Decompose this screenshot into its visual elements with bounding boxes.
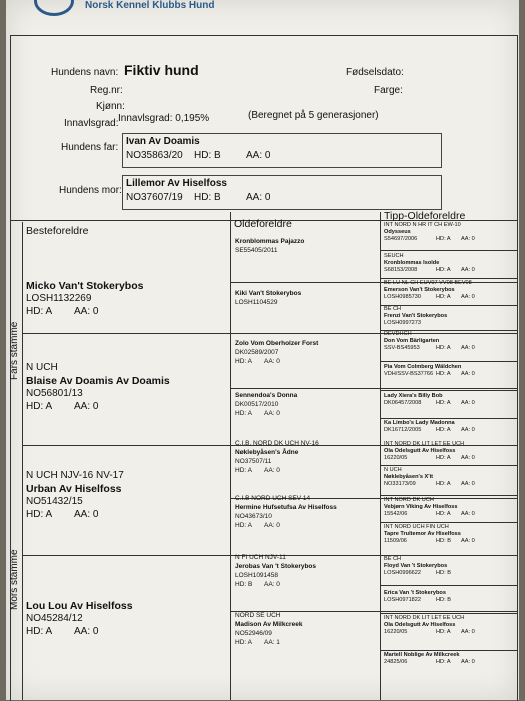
great-grandparent-title: NORD SE UCH — [235, 612, 281, 619]
great-great-grandparent-name: Tapre Trultemor Av Hiselfoss — [384, 531, 461, 537]
grid-line — [22, 222, 23, 700]
great-great-grandparent-hd: HD: A — [436, 659, 451, 665]
great-great-grandparent-reg: NO33173/09 — [384, 481, 416, 487]
great-great-grandparent-reg: DK06457/2008 — [384, 400, 422, 406]
grandparent-name: Urban Av Hiselfoss — [26, 483, 122, 495]
father-aa: AA: 0 — [246, 150, 271, 161]
mother-hd: HD: B — [194, 192, 221, 203]
inbreeding-label: Innavlsgrad: — [64, 118, 119, 129]
father-side-label: Fars stamme — [9, 321, 20, 380]
great-great-grandparent-hd: HD: A — [436, 345, 451, 351]
great-grandparent-title: N FI UCH NJV-11 — [235, 554, 286, 561]
great-grandparent-reg: LOSH1091458 — [235, 572, 279, 579]
great-great-grandparent-aa: AA: 0 — [461, 629, 475, 635]
header-bar — [6, 0, 519, 30]
great-great-grandparent-reg: 16220/05 — [384, 455, 408, 461]
mother-side-label: Mors stamme — [9, 549, 20, 610]
great-grandparent-title: C.I.B. NORD DK UCH NV-16 — [235, 440, 319, 447]
grandparent-hd: HD: A — [26, 626, 53, 637]
grid-line — [230, 212, 231, 700]
great-grandparent-reg: DK00517/2010 — [235, 401, 279, 408]
great-grandparent-hd: HD: A — [235, 410, 252, 417]
great-great-grandparent-aa: AA: 0 — [461, 267, 475, 273]
great-great-grandparent-hd: HD: A — [436, 481, 451, 487]
great-grandparent-aa: AA: 0 — [264, 522, 280, 529]
great-great-grandparent-aa: AA: 0 — [461, 371, 475, 377]
great-great-grandparent-reg: LOSH0997273 — [384, 320, 422, 326]
mother-label: Hundens mor: — [59, 185, 122, 196]
great-grandparent-title: C.I.B NORD UCH SEV-14 — [235, 495, 311, 502]
great-great-grandparent-hd: HD: A — [436, 511, 451, 517]
kjonn-label: Kjønn: — [96, 101, 125, 112]
great-grandparent-reg: LOSH1104529 — [235, 299, 278, 306]
great-great-grandparent-hd: HD: A — [436, 400, 451, 406]
great-grandparent-name: Zolo Vom Oberholzer Forst — [235, 340, 319, 347]
great-grandparent-reg: SE55405/2011 — [235, 247, 278, 254]
great-great-grandparent-reg: SSV-BS45953 — [384, 345, 420, 351]
great-great-grandparent-title: INT NORD N HR IT CH EW-10 — [384, 222, 461, 228]
great-great-grandparent-hd: HD: A — [436, 236, 451, 242]
mother-aa: AA: 0 — [246, 192, 271, 203]
great-great-grandparent-title: DEVDHCH — [384, 331, 412, 337]
great-great-grandparent-reg: S54697/2006 — [384, 236, 418, 242]
grandparent-name: Blaise Av Doamis Av Doamis — [26, 375, 170, 387]
great-great-grandparent-reg: DK16712/2005 — [384, 427, 422, 433]
great-great-grandparent-title: SEUCH — [384, 253, 404, 259]
great-great-grandparent-aa: AA: 0 — [461, 659, 475, 665]
grandparent-reg: NO56801/13 — [26, 388, 83, 399]
grandparent-aa: AA: 0 — [74, 509, 99, 520]
grid-line — [380, 495, 518, 496]
grandparent-aa: AA: 0 — [74, 626, 99, 637]
inbreeding-value: Innavlsgrad: 0,195% — [118, 113, 210, 124]
great-great-grandparent-reg: LOSH0985730 — [384, 294, 422, 300]
grid-line — [380, 585, 518, 586]
great-great-grandparent-reg: 16220/05 — [384, 629, 408, 635]
grandparent-name: Micko Van't Stokerybos — [26, 280, 144, 292]
great-great-grandparent-hd: HD: A — [436, 267, 451, 273]
great-great-grandparent-name: Pia Vom Colmberg Wäldchen — [384, 364, 462, 370]
grandparent-aa: AA: 0 — [74, 306, 99, 317]
great-great-grandparent-name: Erica Van 't Stokerybos — [384, 590, 446, 596]
great-grandparent-hd: HD: A — [235, 522, 252, 529]
inbreeding-note: (Beregnet på 5 generasjoner) — [248, 110, 379, 121]
grid-line — [380, 418, 518, 419]
grid-line — [380, 250, 518, 251]
great-great-grandparent-name: Ola Odelsgutt Av Hiselfoss — [384, 448, 456, 454]
great-great-grandparent-aa: AA: 0 — [461, 345, 475, 351]
great-great-grandparent-name: Odysseus — [384, 229, 411, 235]
great-great-grandparent-name: Frenzi Van't Stokerybos — [384, 313, 448, 319]
great-great-grandparent-title: BE LU NL CH EUV07 VV08 BEV08 — [384, 280, 472, 286]
color-label: Farge: — [374, 85, 403, 96]
great-great-grandparent-name: Kronblommas Isolde — [384, 260, 440, 266]
great-grandparent-name: Sennendoa's Donna — [235, 392, 298, 399]
great-great-grandparent-reg: 24825/06 — [384, 659, 408, 665]
great-great-grandparent-title: BE CH — [384, 306, 402, 312]
great-great-grandparent-hd: HD: A — [436, 427, 451, 433]
great-grandparent-name: Kronblommas Pajazzo — [235, 238, 305, 245]
great-great-grandparent-name: Nøklebyåsen's X'it — [384, 474, 433, 480]
great-grandparent-aa: AA: 0 — [264, 467, 280, 474]
great-grandparent-reg: NO43673/10 — [235, 513, 272, 520]
great-grandparent-name: Kiki Van't Stokerybos — [235, 290, 302, 297]
great-grandparent-aa: AA: 1 — [264, 639, 280, 646]
great-grandparent-reg: NO52946/09 — [235, 630, 272, 637]
grid-line — [380, 613, 518, 614]
grid-line — [230, 388, 518, 389]
great-great-grandparent-name: Floyd Van 't Stokerybos — [384, 563, 448, 569]
great-great-grandparent-hd: HD: A — [436, 371, 451, 377]
great-great-grandparent-aa: AA: 0 — [461, 294, 475, 300]
great-great-grandparent-reg: S68153/2008 — [384, 267, 418, 273]
grid-line — [380, 522, 518, 523]
great-great-grandparent-name: Don Vom Bärligarten — [384, 338, 440, 344]
great-great-grandparent-reg: 11509/06 — [384, 538, 407, 544]
great-great-grandparent-title: INT NORD DK LIT LET EE UCH — [384, 441, 465, 447]
great-great-grandparent-reg: 15542/06 — [384, 511, 408, 517]
great-great-grandparent-hd: HD: B — [436, 597, 451, 603]
great-grandparent-hd: HD: A — [235, 358, 252, 365]
great-grandparent-hd: HD: A — [235, 639, 252, 646]
mother-reg: NO37607/19 — [126, 192, 183, 203]
great-grandparent-reg: NO37507/11 — [235, 458, 272, 465]
great-great-grandparent-title: INT NORD UCH FIN UCH — [384, 524, 449, 530]
great-great-grandparent-aa: AA: 0 — [461, 481, 475, 487]
great-grandparent-aa: AA: 0 — [264, 581, 280, 588]
great-great-grandparent-hd: HD: A — [436, 294, 451, 300]
great-great-grandparent-title: INT NORD DK UCH — [384, 497, 434, 503]
great-grandparent-aa: AA: 0 — [264, 410, 280, 417]
grid-line — [380, 361, 518, 362]
great-great-grandparent-name: Lady Xiera's Billy Bob — [384, 393, 443, 399]
grandparent-reg: LOSH1132269 — [26, 293, 92, 304]
name-label: Hundens navn: — [51, 67, 119, 78]
brand-text: Norsk Kennel Klubbs Hund — [85, 0, 215, 11]
great-great-grandparent-name: Ka Limbo's Lady Madonna — [384, 420, 455, 426]
birth-label: Fødselsdato: — [346, 67, 404, 78]
father-label: Hundens far: — [61, 142, 119, 153]
great-grandparent-aa: AA: 0 — [264, 358, 280, 365]
grid-line — [380, 390, 518, 391]
grid-line — [380, 465, 518, 466]
great-great-grandparent-name: Vebjørn Viking Av Hiselfoss — [384, 504, 458, 510]
great-great-grandparent-name: Emerson Van't Stokerybos — [384, 287, 455, 293]
great-grandparent-hd: HD: B — [235, 581, 253, 588]
regnr-label: Reg.nr: — [90, 85, 123, 96]
nkk-logo-icon — [34, 0, 74, 16]
grandparent-title: N UCH NJV-16 NV-17 — [26, 470, 124, 481]
grid-line — [22, 333, 518, 334]
great-great-grandparent-hd: HD: B — [436, 538, 451, 544]
grandparent-aa: AA: 0 — [74, 401, 99, 412]
great-grandparent-name: Hermine Hufsetufsa Av Hiselfoss — [235, 504, 337, 511]
grid-line — [380, 650, 518, 651]
great-great-grandparent-aa: AA: 0 — [461, 236, 475, 242]
great-great-grandparent-title: INT NORD DK LIT LET EE UCH — [384, 615, 465, 621]
great-great-grandparent-reg: LOSH0971822 — [384, 597, 422, 603]
grandparent-hd: HD: A — [26, 306, 53, 317]
grandparent-reg: NO45284/12 — [26, 613, 83, 624]
grandparent-name: Lou Lou Av Hiselfoss — [26, 600, 133, 612]
col-great: Oldeforeldre — [234, 218, 292, 230]
great-great-grandparent-title: N UCH — [384, 467, 402, 473]
great-great-grandparent-aa: AA: 0 — [461, 400, 475, 406]
grandparent-hd: HD: A — [26, 509, 53, 520]
great-great-grandparent-reg: LOSH0996622 — [384, 570, 422, 576]
grid-line — [230, 282, 518, 283]
great-grandparent-hd: HD: A — [235, 467, 252, 474]
great-great-grandparent-aa: AA: 0 — [461, 511, 475, 517]
grandparent-hd: HD: A — [26, 401, 53, 412]
great-grandparent-name: Jerobas Van 't Stokerybos — [235, 563, 317, 570]
grid-line — [380, 278, 518, 279]
great-great-grandparent-name: Martell Noblige Av Milkcreek — [384, 652, 460, 658]
great-great-grandparent-hd: HD: A — [436, 455, 451, 461]
mother-name: Lillemor Av Hiselfoss — [126, 178, 227, 189]
great-great-grandparent-aa: AA: 0 — [461, 427, 475, 433]
father-name: Ivan Av Doamis — [126, 136, 200, 147]
great-great-grandparent-reg: VDH/SSV-BS37766 — [384, 371, 434, 377]
col-grandparents: Besteforeldre — [26, 225, 89, 237]
great-grandparent-name: Nøklebyåsen's Ådne — [235, 449, 299, 456]
great-grandparent-name: Madison Av Milkcreek — [235, 621, 303, 628]
grid-line — [380, 212, 381, 700]
father-reg: NO35863/20 — [126, 150, 183, 161]
grandparent-title: N UCH — [26, 362, 58, 373]
great-great-grandparent-aa: AA: 0 — [461, 455, 475, 461]
great-great-grandparent-hd: HD: B — [436, 570, 451, 576]
great-grandparent-reg: DK02589/2007 — [235, 349, 279, 356]
great-great-grandparent-title: BE CH — [384, 556, 402, 562]
dog-name: Fiktiv hund — [124, 62, 199, 78]
father-hd: HD: B — [194, 150, 221, 161]
great-great-grandparent-name: Ola Odelsgutt Av Hiselfoss — [384, 622, 456, 628]
col-greatgreat: Tipp-Oldeforeldre — [384, 210, 466, 222]
great-great-grandparent-aa: AA: 0 — [461, 538, 475, 544]
pedigree-document — [6, 0, 519, 700]
grandparent-reg: NO51432/15 — [26, 496, 83, 507]
great-great-grandparent-hd: HD: A — [436, 629, 451, 635]
